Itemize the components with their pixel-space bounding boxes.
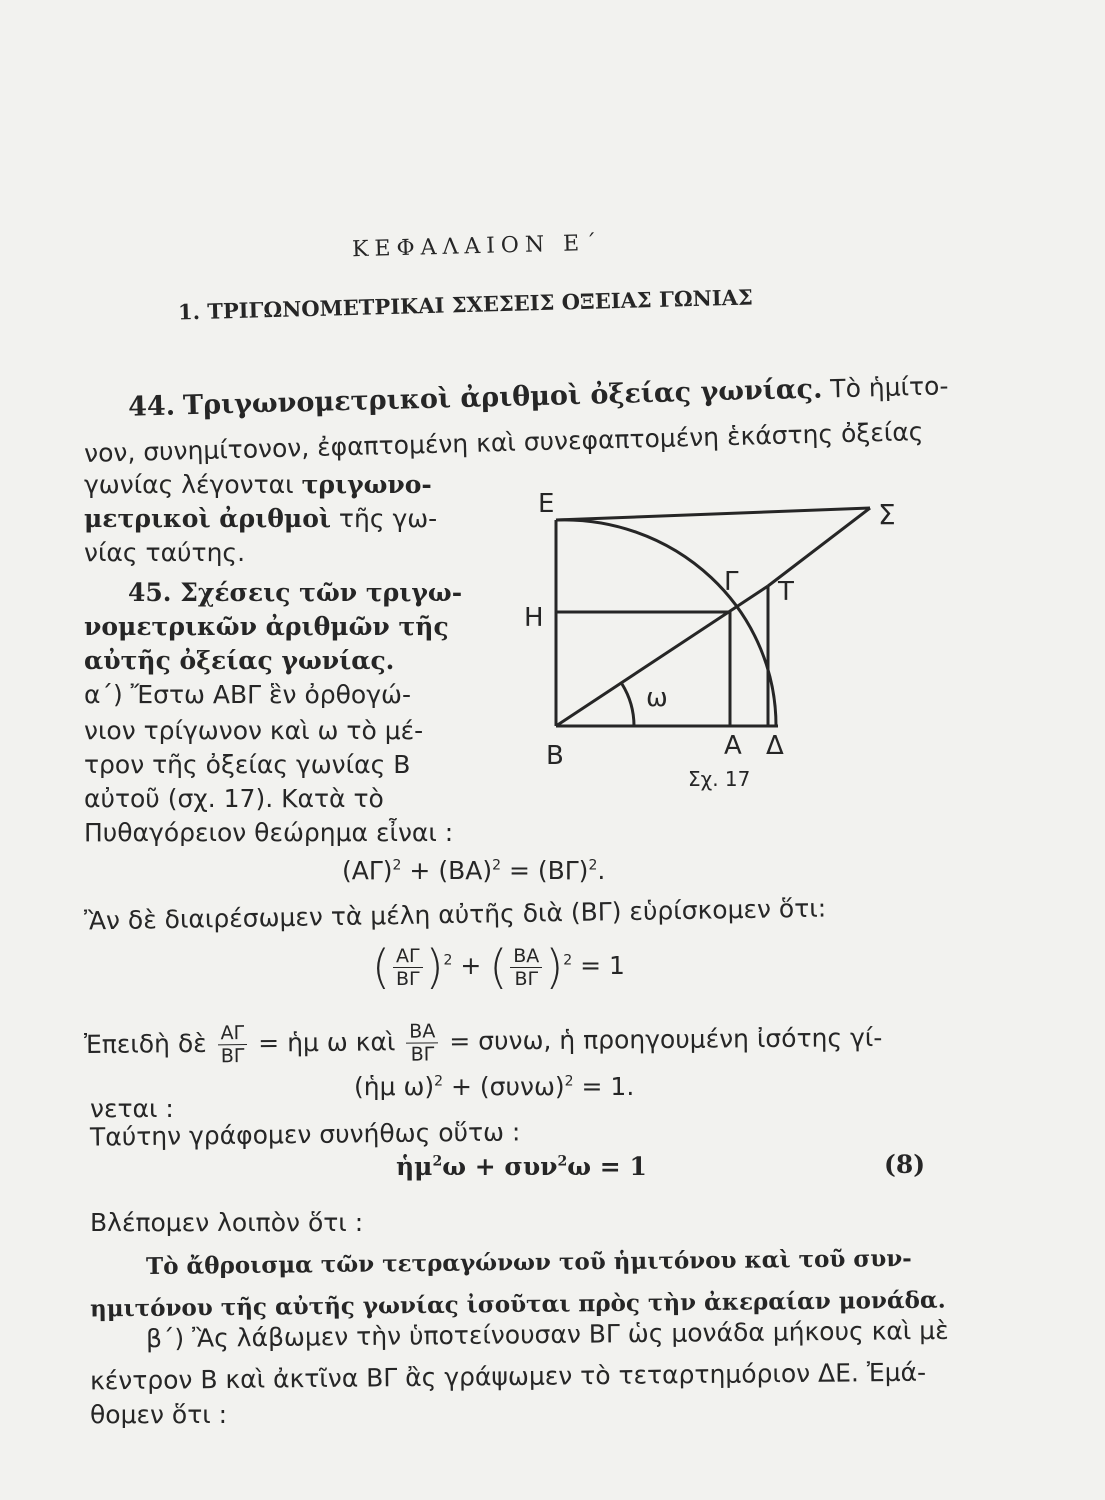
- numerator: ΑΓ: [393, 945, 423, 968]
- exponent: 2: [564, 1073, 574, 1090]
- eq-term: ω = 1: [567, 1152, 647, 1181]
- equation-identity: [396, 1152, 647, 1182]
- label-a: Α: [724, 731, 742, 761]
- paragraph-44-line-1: [128, 371, 949, 422]
- label-h: Η: [524, 603, 544, 633]
- equation-sin-cos: [354, 1072, 634, 1102]
- fraction-ag-bg: [393, 945, 423, 990]
- line-st: [768, 508, 870, 586]
- eq-term: ω + συν: [442, 1152, 558, 1181]
- section-title: 1. ΤΡΙΓΩΝΟΜΕΤΡΙΚΑΙ ΣΧΕΣΕΙΣ ΟΞΕΙΑΣ ΓΩΝΙΑΣ: [177, 284, 754, 325]
- equation-number: (8): [884, 1150, 926, 1179]
- paragraph-45-line-7: αὐτοῦ (σχ. 17). Κατὰ τὸ: [84, 784, 384, 813]
- theorem-line-2: ημιτόνου τῆς αὐτῆς γωνίας ἰσοῦται πρὸς τὴν ἀκεραίαν μονάδα.: [89, 1286, 946, 1323]
- eq-term: = 1.: [581, 1072, 635, 1101]
- paragraph-45-title-1: 45. Σχέσεις τῶν τριγω-: [128, 578, 463, 607]
- exponent: 2: [557, 1153, 568, 1170]
- label-b: Β: [546, 741, 564, 771]
- label-d: Δ: [766, 731, 784, 761]
- paragraph-44-line-2: νον, συνημίτονον, ἐφαπτομένη καὶ συνεφαπτομένη ἑκάστης ὀξείας: [83, 417, 924, 468]
- exponent: 2: [434, 1073, 444, 1090]
- chapter-heading: ΚΕΦΑΛΑΙΟΝ Ε΄: [351, 230, 603, 263]
- paren: (: [372, 940, 390, 994]
- paragraph-45-title-3: αὐτῆς ὀξείας γωνίας.: [84, 646, 395, 675]
- part-b-line-1: β΄) Ἂς λάβωμεν τὴν ὑποτείνουσαν ΒΓ ὡς μονάδα μήκους καὶ μὲ: [145, 1315, 949, 1354]
- text-span: Ἐπειδὴ δὲ: [83, 1028, 207, 1059]
- text-span: γωνίας λέγονται: [84, 470, 294, 499]
- numerator: ΒΑ: [406, 1020, 438, 1043]
- angle-arc: [622, 684, 634, 726]
- equation-pythagoras: [342, 856, 605, 886]
- eq-term: (ἡμ ω): [354, 1072, 435, 1101]
- paragraph-45-line-6: τρον τῆς ὀξείας γωνίας Β: [84, 750, 411, 779]
- eq-term: + (συνω): [451, 1072, 565, 1101]
- since-line: [84, 1017, 883, 1069]
- fraction-ba-bg: [406, 1020, 438, 1065]
- equals-one: = 1: [580, 951, 625, 980]
- exponent: 2: [588, 857, 598, 874]
- paragraph-44-line-3: [84, 470, 432, 500]
- figure-caption: Σχ. 17: [688, 767, 751, 791]
- denominator: ΒΓ: [395, 967, 420, 990]
- label-s: Σ: [878, 498, 896, 531]
- exponent: 2: [392, 857, 402, 874]
- paren: (: [489, 940, 508, 994]
- theorem-line-1: Τὸ ἄθροισμα τῶν τετραγώνων τοῦ ἡμιτόνου καὶ τοῦ συν-: [145, 1244, 912, 1281]
- netai-line: νεται :: [90, 1094, 174, 1123]
- text-span: = ἡμ ω καὶ: [258, 1027, 396, 1058]
- paragraph-44-text: Τὸ ἡμίτο-: [829, 371, 949, 404]
- eq-term: ἡμ: [396, 1152, 433, 1181]
- numerator: ΑΓ: [217, 1022, 247, 1045]
- eq-end: .: [597, 856, 606, 885]
- equation-fractions: [372, 940, 625, 994]
- divide-line: Ἂν δὲ διαιρέσωμεν τὰ μέλη αὐτῆς διὰ (ΒΓ) εὑρίσκομεν ὅτι:: [83, 893, 827, 936]
- paragraph-45-line-5: νιον τρίγωνον καὶ ω τὸ μέ-: [84, 716, 424, 745]
- paren: ): [545, 940, 564, 994]
- paragraph-44-title: Τριγωνομετρικοὶ ἀριθμοὶ ὀξείας γωνίας.: [182, 373, 823, 422]
- label-g: Γ: [724, 567, 739, 597]
- eq-term: (ΑΓ): [342, 856, 393, 885]
- label-t: Τ: [778, 577, 794, 607]
- denominator: ΒΓ: [514, 967, 539, 990]
- paragraph-44-line-4: [84, 504, 437, 534]
- see-line: Βλέπομεν λοιπὸν ὅτι :: [90, 1208, 364, 1237]
- paragraph-45-line-8: Πυθαγόρειον θεώρημα εἶναι :: [84, 818, 454, 847]
- paragraph-45-title-2: νομετρικῶν ἀριθμῶν τῆς: [84, 612, 449, 641]
- numerator: ΒΑ: [510, 945, 542, 968]
- plus-sign: +: [460, 951, 482, 980]
- paren: ): [425, 940, 444, 994]
- term-bold: μετρικοὶ ἀριθμοὶ: [84, 504, 331, 533]
- part-b-line-3: θομεν ὅτι :: [90, 1400, 228, 1429]
- exponent: 2: [443, 952, 453, 969]
- label-omega: ω: [646, 683, 668, 713]
- denominator: ΒΓ: [410, 1043, 435, 1066]
- part-b-line-2: κέντρον Β καὶ ἀκτῖνα ΒΓ ἂς γράψωμεν τὸ τεταρτημόριον ΔΕ. Ἐμά-: [89, 1357, 927, 1396]
- exponent: 2: [432, 1153, 443, 1170]
- paragraph-44-line-5: νίας ταύτης.: [84, 538, 246, 567]
- text-span: = συνω, ἡ προηγουμένη ἰσότης γί-: [449, 1023, 883, 1056]
- denominator: ΒΓ: [220, 1045, 245, 1068]
- fraction-ag-bg: [217, 1022, 247, 1067]
- figure-17: [510, 490, 930, 800]
- exponent: 2: [492, 857, 501, 874]
- term-bold: τριγωνο-: [301, 470, 432, 499]
- fraction-ba-bg: [510, 945, 542, 990]
- eq-term: + (ΒΑ): [409, 856, 493, 885]
- exponent: 2: [563, 952, 573, 969]
- paragraph-45-line-4: α΄) Ἔστω ΑΒΓ ἓν ὀρθογώ-: [84, 680, 411, 709]
- paragraph-44-number: 44.: [127, 390, 176, 423]
- write-line: Ταύτην γράφομεν συνήθως οὕτω :: [89, 1117, 521, 1152]
- text-span: τῆς γω-: [338, 504, 438, 533]
- line-es: [556, 508, 870, 520]
- eq-term: = (ΒΓ): [508, 856, 589, 885]
- label-e: Ε: [538, 490, 555, 519]
